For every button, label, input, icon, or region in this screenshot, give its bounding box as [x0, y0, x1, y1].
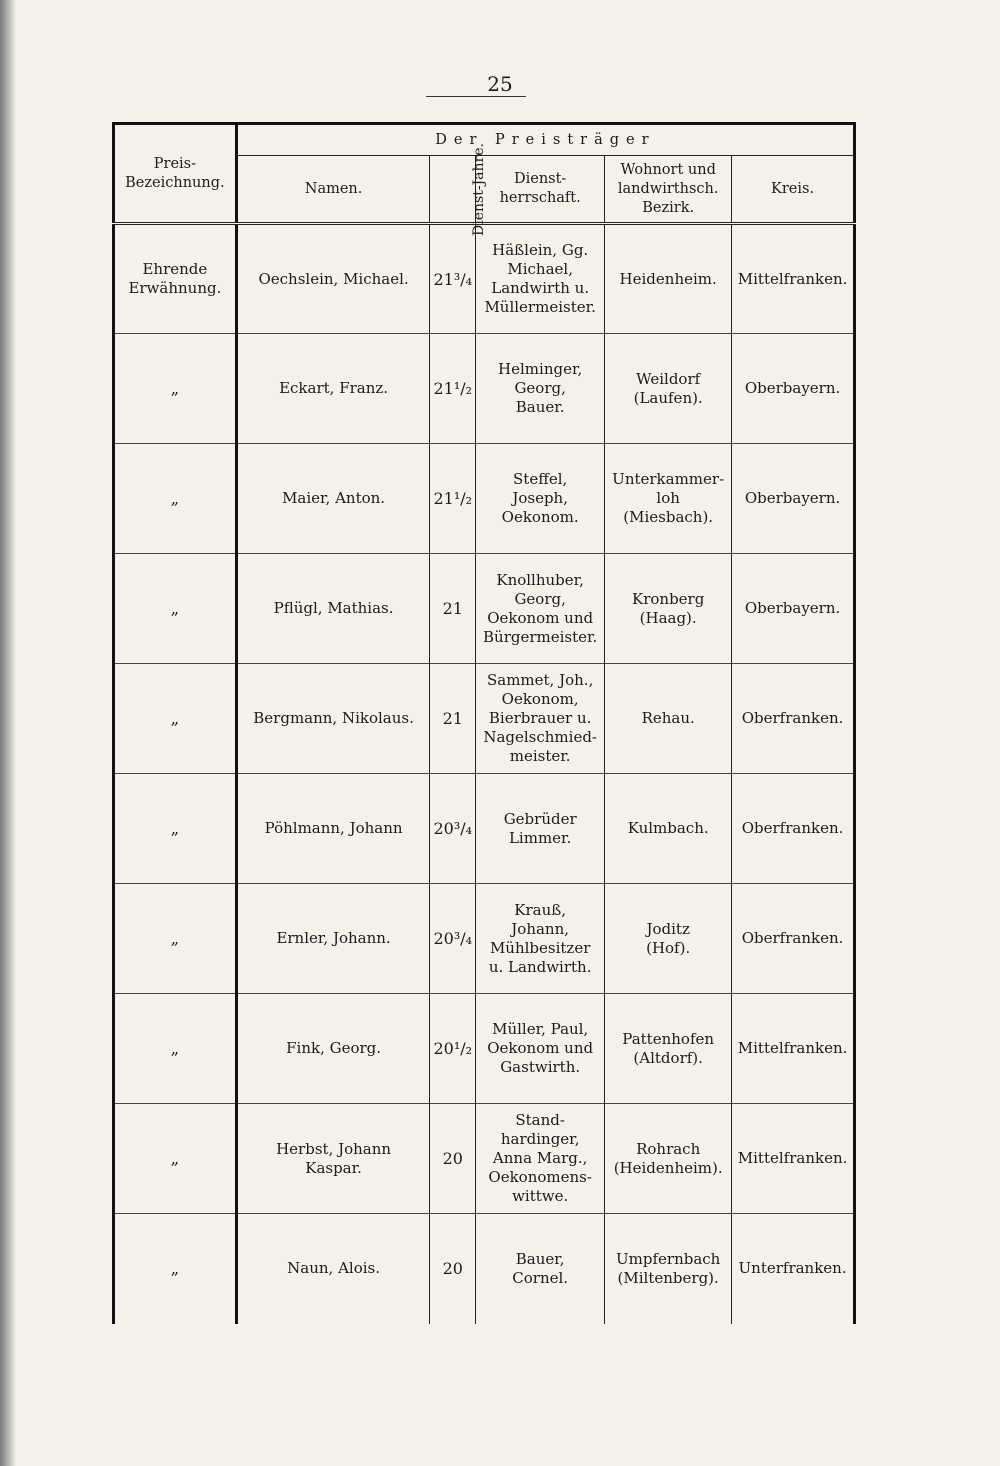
page-number: 25: [487, 72, 513, 96]
cell-employer: Häßlein, Gg. Michael, Landwirth u. Müllermeister.: [476, 224, 605, 334]
cell-employer: Bauer, Cornel.: [476, 1214, 605, 1324]
cell-name: Oechslein, Michael.: [236, 224, 430, 334]
table-row: [114, 334, 855, 444]
cell-name: Ernler, Johann.: [236, 884, 430, 994]
cell-preis: „: [114, 334, 237, 444]
cell-kreis: Mittelfranken.: [732, 1104, 855, 1214]
cell-bezirk: Rohrach (Heidenheim).: [605, 1104, 732, 1214]
cell-preis: Ehrende Erwähnung.: [114, 224, 237, 334]
cell-name: Bergmann, Nikolaus.: [236, 664, 430, 774]
cell-name: Pflügl, Mathias.: [236, 554, 430, 664]
cell-employer: Helminger, Georg, Bauer.: [476, 334, 605, 444]
table-row: [114, 1104, 855, 1214]
cell-bezirk: Joditz (Hof).: [605, 884, 732, 994]
cell-preis: „: [114, 444, 237, 554]
table-row: [114, 994, 855, 1104]
cell-years: 21: [430, 554, 476, 664]
table-row: [114, 224, 855, 334]
cell-bezirk: Umpfernbach (Miltenberg).: [605, 1214, 732, 1324]
cell-kreis: Oberbayern.: [732, 334, 855, 444]
cell-employer: Krauß, Johann, Mühlbesitzer u. Landwirth.: [476, 884, 605, 994]
cell-employer: Steffel, Joseph, Oekonom.: [476, 444, 605, 554]
header-namen: Namen.: [236, 156, 430, 224]
cell-name: Herbst, Johann Kaspar.: [236, 1104, 430, 1214]
cell-name: Eckart, Franz.: [236, 334, 430, 444]
cell-employer: Knollhuber, Georg, Oekonom und Bürgermeister.: [476, 554, 605, 664]
cell-years: 21³/₄: [430, 224, 476, 334]
cell-kreis: Oberbayern.: [732, 554, 855, 664]
cell-years: 20: [430, 1214, 476, 1324]
cell-bezirk: Weildorf (Laufen).: [605, 334, 732, 444]
header-dienstjahre-label: Dienst-Jahre.: [471, 142, 488, 236]
cell-name: Maier, Anton.: [236, 444, 430, 554]
cell-bezirk: Rehau.: [605, 664, 732, 774]
header-group-preistraeger: Der Preisträger: [236, 124, 854, 156]
cell-years: 21¹/₂: [430, 334, 476, 444]
cell-bezirk: Kulmbach.: [605, 774, 732, 884]
prize-winners-table: [112, 122, 856, 1324]
cell-name: Pöhlmann, Johann: [236, 774, 430, 884]
cell-years: 20³/₄: [430, 774, 476, 884]
cell-kreis: Mittelfranken.: [732, 994, 855, 1104]
cell-employer: Gebrüder Limmer.: [476, 774, 605, 884]
cell-kreis: Oberfranken.: [732, 774, 855, 884]
table-row: [114, 1214, 855, 1324]
table-row: [114, 664, 855, 774]
table-row: [114, 774, 855, 884]
cell-preis: „: [114, 774, 237, 884]
cell-kreis: Oberfranken.: [732, 664, 855, 774]
table-row: [114, 884, 855, 994]
cell-employer: Stand- hardinger, Anna Marg., Oekonomens- wittwe.: [476, 1104, 605, 1214]
cell-years: 20: [430, 1104, 476, 1214]
page-number-rule: [426, 96, 526, 97]
cell-kreis: Mittelfranken.: [732, 224, 855, 334]
header-wohnort: Wohnort und landwirthsch. Bezirk.: [605, 156, 732, 224]
cell-employer: Müller, Paul, Oekonom und Gastwirth.: [476, 994, 605, 1104]
cell-preis: „: [114, 884, 237, 994]
cell-years: 20¹/₂: [430, 994, 476, 1104]
cell-kreis: Oberbayern.: [732, 444, 855, 554]
cell-bezirk: Unterkammer- loh (Miesbach).: [605, 444, 732, 554]
cell-years: 21¹/₂: [430, 444, 476, 554]
cell-bezirk: Kronberg (Haag).: [605, 554, 732, 664]
cell-kreis: Unterfranken.: [732, 1214, 855, 1324]
header-dienstherrschaft: Dienst- herrschaft.: [476, 156, 605, 224]
header-kreis: Kreis.: [732, 156, 855, 224]
cell-name: Naun, Alois.: [236, 1214, 430, 1324]
cell-years: 21: [430, 664, 476, 774]
header-dienstjahre: [430, 142, 488, 236]
cell-preis: „: [114, 664, 237, 774]
table-row: [114, 554, 855, 664]
cell-preis: „: [114, 554, 237, 664]
cell-name: Fink, Georg.: [236, 994, 430, 1104]
table-row: [114, 444, 855, 554]
cell-years: 20³/₄: [430, 884, 476, 994]
header-preis: Preis- Bezeichnung.: [114, 124, 237, 224]
cell-preis: „: [114, 994, 237, 1104]
cell-preis: „: [114, 1214, 237, 1324]
cell-bezirk: Pattenhofen (Altdorf).: [605, 994, 732, 1104]
cell-preis: „: [114, 1104, 237, 1214]
book-binding-edge: [0, 0, 16, 1466]
cell-employer: Sammet, Joh., Oekonom, Bierbrauer u. Nagelschmied- meister.: [476, 664, 605, 774]
cell-bezirk: Heidenheim.: [605, 224, 732, 334]
cell-kreis: Oberfranken.: [732, 884, 855, 994]
